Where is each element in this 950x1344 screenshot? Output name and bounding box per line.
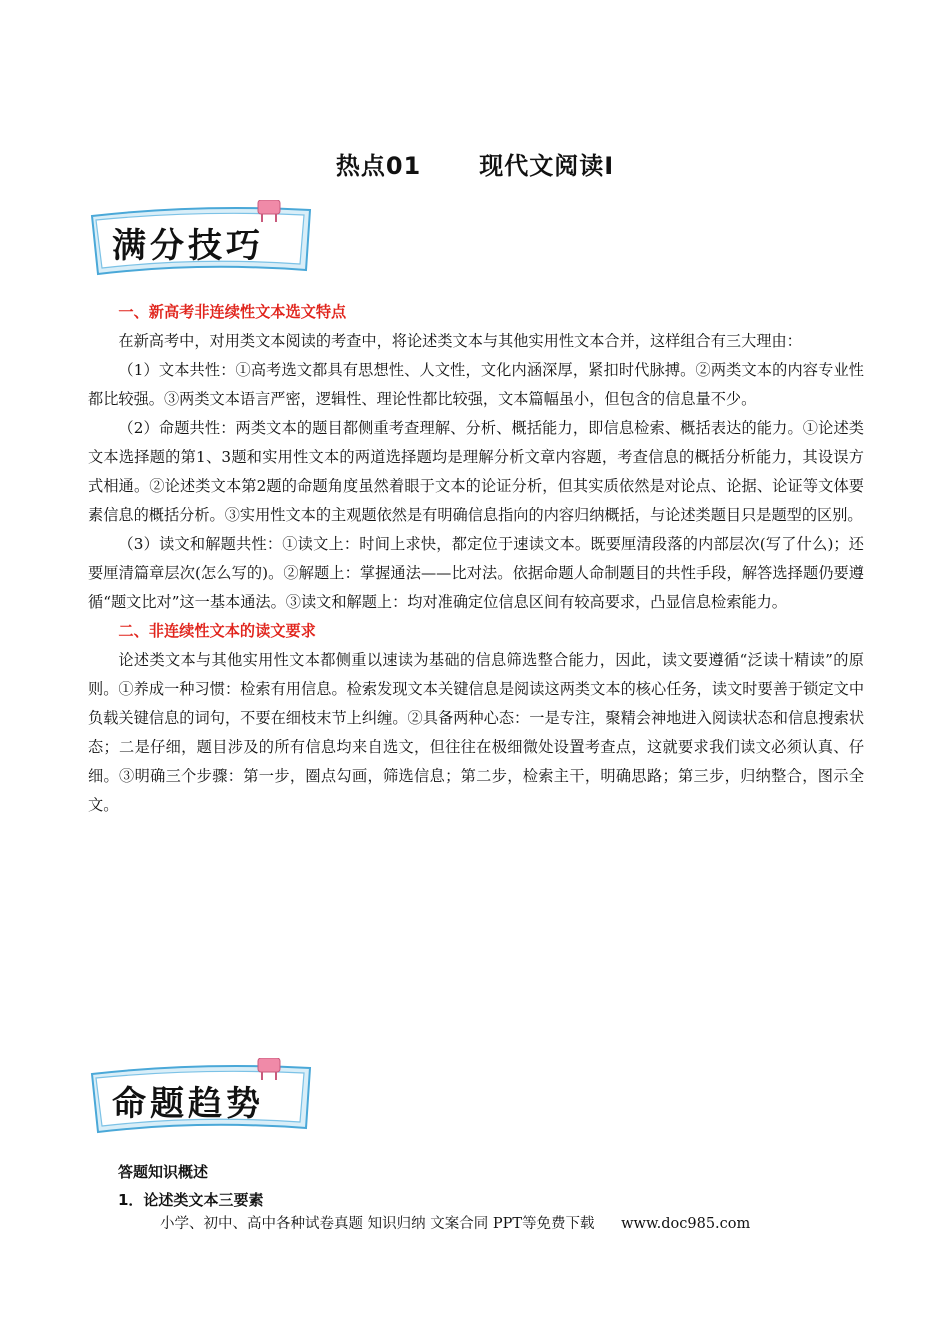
banner-trends bbox=[88, 1058, 316, 1136]
banner-trends-text: 命题趋势 bbox=[112, 1084, 264, 1124]
section3 bbox=[118, 1158, 263, 1214]
title-left: 热点01 bbox=[335, 152, 422, 180]
footer-text: 小学、初中、高中各种试卷真题 知识归纳 文案合同 PPT等免费下载 bbox=[160, 1216, 595, 1232]
banner-skills bbox=[88, 200, 316, 278]
page-title bbox=[0, 146, 950, 181]
footer bbox=[160, 1212, 750, 1233]
section1-paragraph-1: 在新高考中，对用类文本阅读的考查中，将论述类文本与其他实用性文本合并，这样组合有三大理由： bbox=[118, 332, 802, 350]
section1-paragraph-2: （1）文本共性：①高考选文都具有思想性、人文性，文化内涵深厚，紧扣时代脉搏。②两类文本的内容专业性都比较强。③两类文本语言严密，逻辑性、理论性都比较强，文本篇幅虽小，但包含的信息量不少。 bbox=[88, 361, 864, 408]
section1-paragraph-3: （2）命题共性：两类文本的题目都侧重考查理解、分析、概括能力，即信息检索、概括表达的能力。①论述类文本选择题的第1、3题和实用性文本的两道选择题均是理解分析文章内容题，考查信息的概括分析能力，其设误方式相通。②论述类文本第2题的命题角度虽然着眼于文本的论证分析，但其实质依然是对论点、论据、论证等文体要素信息的概括分析。③实用性文本的主观题依然是有明确信息指向的内容归纳概括，与论述类题目只是题型的区别。 bbox=[88, 419, 864, 524]
section1-heading: 一、新高考非连续性文本选文特点 bbox=[118, 303, 347, 321]
section3-item-1: 1．论述类文本三要素 bbox=[118, 1191, 264, 1209]
section1-paragraph-4: （3）读文和解题共性：①读文上：时间上求快，都定位于速读文本。既要厘清段落的内部层次(写了什么)；还要厘清篇章层次(怎么写的)。②解题上：掌握通法——比对法。依据命题人命制题目的共性手段，解答选择题仍要遵循“题文比对”这一基本通法。③读文和解题上：均对准确定位信息区间有较高要求，凸显信息检索能力。 bbox=[88, 535, 864, 611]
banner-skills-text: 满分技巧 bbox=[112, 226, 264, 266]
footer-url-link[interactable]: www.doc985.com bbox=[621, 1216, 751, 1232]
section3-heading: 答题知识概述 bbox=[118, 1163, 209, 1181]
main-content bbox=[88, 298, 864, 820]
title-right: 现代文阅读Ⅰ bbox=[479, 152, 615, 180]
section2-paragraph-1: 论述类文本与其他实用性文本都侧重以速读为基础的信息筛选整合能力，因此，读文要遵循“泛读十精读”的原则。①养成一种习惯：检索有用信息。检索发现文本关键信息是阅读这两类文本的核心任务，读文时要善于锁定文中负载关键信息的词句，不要在细枝末节上纠缠。②具备两种心态：一是专注，聚精会神地进入阅读状态和信息搜索状态；二是仔细，题目涉及的所有信息均来自选文，但往往在极细微处设置考查点，这就要求我们读文必须认真、仔细。③明确三个步骤：第一步，圈点勾画，筛选信息；第二步，检索主干，明确思路；第三步，归纳整合，图示全文。 bbox=[88, 651, 864, 814]
section2-heading: 二、非连续性文本的读文要求 bbox=[118, 622, 316, 640]
